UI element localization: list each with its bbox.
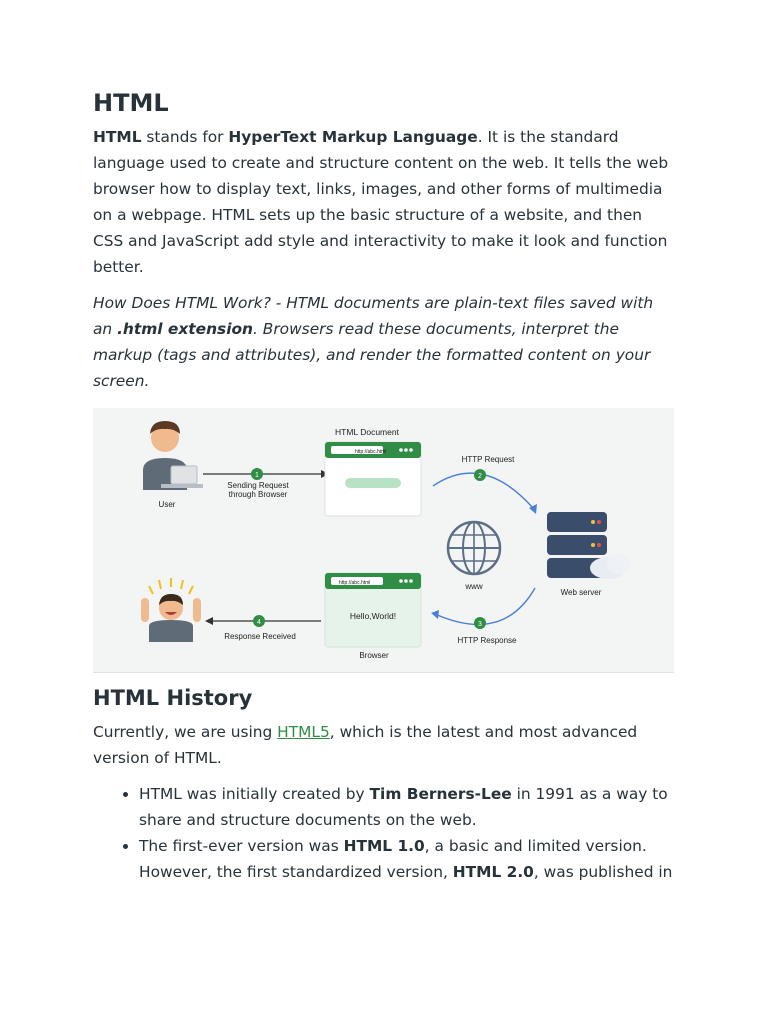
happy-user-icon (141, 578, 201, 642)
http-response-label: HTTP Response (457, 636, 517, 645)
intro-text-2: . It is the standard language used to create and structure content on the web. It tells the web browser how to display text, links, images, and other forms of multimedia on a webpage. HTML sets up the basic structure of a website, and then CSS and JavaScript add style and interactivity to make it look and function better. (93, 128, 669, 276)
article (93, 88, 675, 885)
bullet-2-bold-2: HTML 2.0 (452, 863, 534, 881)
html-workflow-diagram (93, 408, 674, 673)
history-text-1: Currently, we are using (93, 723, 278, 741)
response-received-label: Response Received (224, 632, 296, 641)
step-4-number: 4 (257, 619, 261, 626)
user-label: User (158, 500, 176, 509)
user-at-laptop-icon (143, 421, 203, 490)
www-label: www (465, 582, 483, 591)
diagram-svg (93, 408, 674, 672)
browser-label: Browser (359, 651, 389, 660)
history-paragraph (93, 719, 675, 771)
how-text-1: How Does HTML Work? - HTML documents are plain-text files saved with an (93, 294, 654, 338)
web-server-icon (547, 512, 631, 579)
html-document-label: HTML Document (335, 427, 399, 437)
bullet-2-text-2: , a basic and limited version. However, the first standardized version, (139, 837, 647, 881)
http-request-label: HTTP Request (461, 455, 515, 464)
history-text-2: , which is the latest and most advanced version of HTML. (93, 723, 638, 767)
globe-icon (448, 522, 500, 574)
intro-paragraph (93, 124, 675, 280)
sending-request-label-1: Sending Request (227, 481, 289, 490)
bullet-1-text-2: in 1991 as a way to share and structure documents on the web. (139, 785, 668, 829)
sending-request-label-2: through Browser (228, 490, 288, 499)
hello-world-text: Hello,World! (349, 611, 397, 621)
bullet-1-bold: Tim Berners-Lee (369, 785, 512, 803)
http-response-arrowhead (431, 610, 439, 619)
web-server-label: Web server (560, 588, 602, 597)
response-received-arrowhead (205, 617, 213, 625)
intro-text-1: stands for (141, 128, 229, 146)
history-heading: HTML History (93, 686, 253, 710)
list-item (139, 781, 675, 833)
bullet-2-text-3: , was published in (533, 863, 673, 881)
bullet-2-text-1: The first-ever version was (139, 837, 344, 855)
intro-bold-hypertext: HyperText Markup Language (228, 128, 478, 146)
how-text-2: . Browsers read these documents, interpret the markup (tags and attributes), and render the formatted content on your screen. (93, 320, 651, 390)
bullet-2-bold-1: HTML 1.0 (343, 837, 425, 855)
intro-bold-html: HTML (93, 128, 142, 146)
bullet-1-text-1: HTML was initially created by (139, 785, 370, 803)
history-list (93, 781, 675, 885)
step-3-number: 3 (478, 621, 482, 628)
browser-url: http://abc.html (339, 580, 371, 586)
html-document-url: http://abc.html (355, 449, 387, 455)
how-bold-extension: .html extension (117, 320, 253, 338)
page-title: HTML (93, 89, 169, 117)
http-response-arrow (435, 588, 535, 624)
step-1-number: 1 (255, 472, 259, 479)
step-2-number: 2 (478, 473, 482, 480)
how-html-works-paragraph (93, 290, 675, 394)
html5-link[interactable]: HTML5 (277, 723, 330, 741)
list-item (139, 833, 675, 885)
